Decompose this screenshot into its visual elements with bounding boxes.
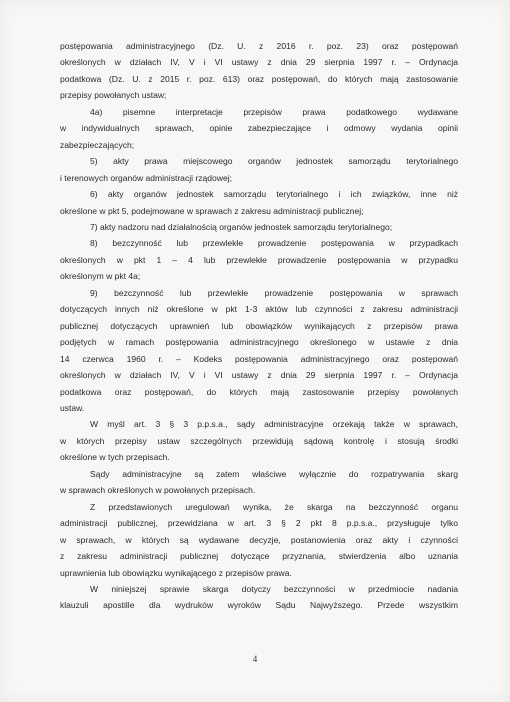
- text-line: określonych w działach IV, V i VI ustawy z dnia 29 sierpnia 1997 r. – Ordynacja: [60, 57, 458, 68]
- text-line: klauzuli apostille dla wydruków wyroków Sądu Najwyższego. Przede wszystkim: [60, 600, 458, 611]
- text-line: dotyczących innych niż określone w pkt 1-3 aktów lub czynności z zakresu administracji: [60, 304, 458, 315]
- text-line: W myśl art. 3 § 3 p.p.s.a., sądy administracyjne orzekają także w sprawach,: [90, 419, 458, 430]
- text-line: określonych w działach IV, V i VI ustawy z dnia 29 sierpnia 1997 r. – Ordynacja: [60, 370, 458, 381]
- text-line: zabezpieczających;: [60, 139, 135, 150]
- text-line: 8) bezczynność lub przewlekłe prowadzenie postępowania w przypadkach: [90, 238, 458, 249]
- text-line: z zakresu administracji publicznej dotyczące przyznania, stwierdzenia albo uznania: [60, 551, 458, 562]
- text-line: administracji publicznej, przewidziana w art. 3 § 2 pkt 8 p.p.s.a., przysługuje tylko: [60, 518, 458, 529]
- text-line: określonych w pkt 1 – 4 lub przewlekłe prowadzenie postępowania w przypadku: [60, 254, 458, 265]
- text-line: określone w pkt 5, podejmowane w sprawach z zakresu administracji publicznej;: [60, 205, 364, 216]
- text-line: postępowania administracyjnego (Dz. U. z 2016 r. poz. 23) oraz postępowań: [60, 41, 458, 51]
- text-line: w indywidualnych sprawach, opinie zabezpieczające i odmowy wydania opinii: [60, 123, 458, 134]
- text-line: podjętych w ramach postępowania administracyjnego określonego w ustawie z dnia: [60, 337, 458, 348]
- text-line: 9) bezczynność lub przewlekłe prowadzenie postępowania w sprawach: [90, 287, 458, 298]
- text-line: Sądy administracyjne są zatem właściwe wyłącznie do rozpatrywania skarg: [90, 468, 458, 479]
- text-line: i terenowych organów administracji rządowej;: [60, 172, 232, 183]
- text-line: w których przepisy ustaw szczególnych przewidują sądową kontrolę i stosują środki: [60, 435, 458, 446]
- document-body: [60, 38, 458, 614]
- text-line: 7) akty nadzoru nad działalnością organów jednostek samorządu terytorialnego;: [90, 221, 393, 232]
- text-line: przepisy powołanych ustaw;: [60, 90, 167, 101]
- text-line: 5) akty prawa miejscowego organów jednostek samorządu terytorialnego: [90, 156, 458, 167]
- text-line: publicznej dotyczących uprawnień lub obowiązków wynikających z przepisów prawa: [60, 320, 458, 331]
- text-line: określone w tych przepisach.: [60, 452, 170, 463]
- text-line: W niniejszej sprawie skarga dotyczy bezczynności w przedmiocie nadania: [90, 583, 458, 594]
- text-line: podatkowa (Dz. U. z 2015 r. poz. 613) oraz postępowań, do których mają zastosowanie: [60, 73, 458, 84]
- text-line: 14 czerwca 1960 r. – Kodeks postępowania administracyjnego oraz postępowań: [60, 353, 458, 364]
- text-line: 4a) pisemne interpretacje przepisów prawa podatkowego wydawane: [90, 106, 458, 117]
- text-line: podatkowa oraz postępowań, do których mają zastosowanie przepisy powołanych: [60, 386, 458, 397]
- page-number: 4: [252, 654, 258, 664]
- text-line: uprawnienia lub obowiązku wynikającego z przepisów prawa.: [60, 567, 292, 578]
- text-line: w sprawach, w których są wydawane decyzje, postanowienia oraz akty i czynności: [60, 534, 458, 545]
- text-line: ustaw.: [60, 402, 85, 413]
- text-line: określonym w pkt 4a;: [60, 271, 141, 282]
- text-line: w sprawach określonych w powołanych przepisach.: [60, 485, 256, 496]
- text-line: 6) akty organów jednostek samorządu terytorialnego i ich związków, inne niż: [90, 189, 458, 200]
- text-line: Z przedstawionych uregulowań wynika, że skarga na bezczynność organu: [90, 501, 458, 512]
